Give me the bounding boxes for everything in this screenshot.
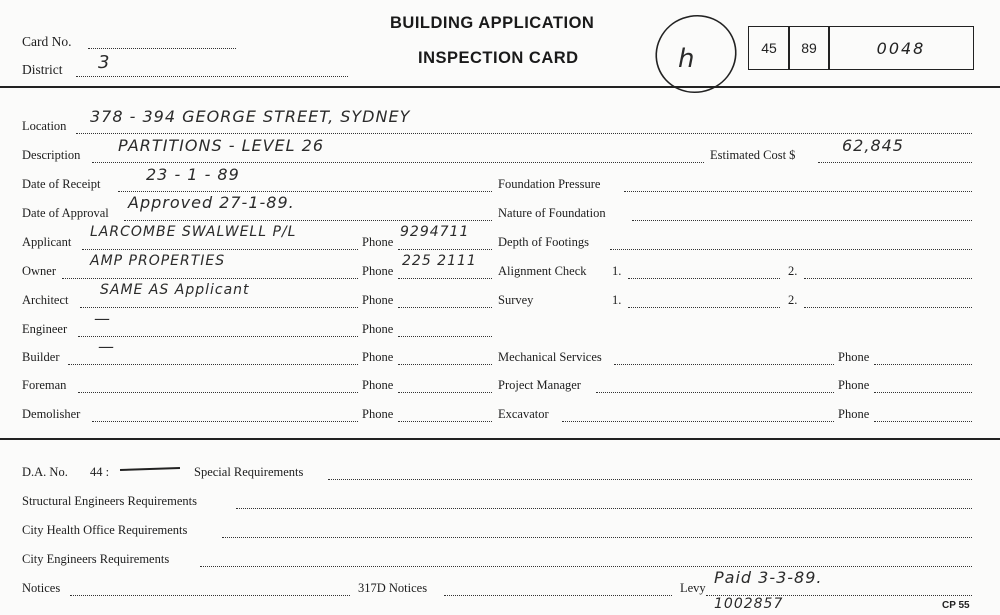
details-divider	[0, 438, 1000, 440]
location-value: 378 - 394 GEORGE STREET, SYDNEY	[90, 107, 411, 126]
health-requirements-field	[222, 523, 972, 538]
builder-value: —	[98, 337, 115, 356]
owner-value: AMP PROPERTIES	[90, 253, 226, 269]
description-label: Description	[22, 148, 81, 162]
survey-1-field	[628, 293, 780, 308]
number-box-3: 0048	[828, 26, 974, 70]
date-approval-value: Approved 27-1-89.	[128, 193, 295, 212]
date-approval-label: Date of Approval	[22, 206, 109, 220]
form-code: CP 55	[942, 600, 970, 611]
depth-footings-label: Depth of Footings	[498, 235, 589, 249]
description-value: PARTITIONS - LEVEL 26	[118, 136, 324, 155]
survey-2-field	[804, 293, 972, 308]
architect-label: Architect	[22, 293, 69, 307]
levy-value: Paid 3-3-89.	[714, 568, 823, 587]
district-value: 3	[98, 52, 111, 73]
mechanical-phone-label: Phone	[838, 350, 870, 364]
district-label: District	[22, 62, 63, 77]
demolisher-label: Demolisher	[22, 407, 81, 421]
mechanical-field	[614, 350, 834, 365]
project-manager-phone-field	[874, 378, 972, 393]
builder-phone-field	[398, 350, 492, 365]
special-requirements-label: Special Requirements	[194, 465, 304, 479]
applicant-value: LARCOMBE SWALWELL P/L	[90, 224, 297, 240]
health-requirements-label: City Health Office Requirements	[22, 523, 188, 537]
excavator-phone-field	[874, 407, 972, 422]
da-no-value: 44 :	[90, 465, 110, 479]
header-divider	[0, 86, 1000, 88]
builder-label: Builder	[22, 350, 60, 364]
notices-317d-label: 317D Notices	[358, 581, 428, 595]
notices-field	[70, 581, 350, 596]
receipt-number: 1002857	[714, 596, 784, 612]
foundation-pressure-label: Foundation Pressure	[498, 177, 601, 191]
demolisher-phone-field	[398, 407, 492, 422]
project-manager-label: Project Manager	[498, 378, 581, 392]
title-line-2: INSPECTION CARD	[418, 49, 579, 67]
district-field	[76, 62, 348, 77]
applicant-phone-label: Phone	[362, 235, 394, 249]
survey-2-label: 2.	[788, 293, 798, 307]
alignment-check-label: Alignment Check	[498, 264, 587, 278]
levy-label: Levy	[680, 581, 706, 595]
number-box-2: 89	[788, 26, 830, 70]
engineer-phone-field	[398, 322, 492, 337]
architect-phone-field	[398, 293, 492, 308]
survey-1-label: 1.	[612, 293, 622, 307]
city-engineers-requirements-field	[200, 552, 972, 567]
notices-label: Notices	[22, 581, 61, 595]
structural-requirements-field	[236, 494, 972, 509]
owner-label: Owner	[22, 264, 57, 278]
foreman-phone-label: Phone	[362, 378, 394, 392]
structural-requirements-label: Structural Engineers Requirements	[22, 494, 197, 508]
owner-phone-label: Phone	[362, 264, 394, 278]
card-no-label: Card No.	[22, 34, 72, 49]
alignment-check-2-label: 2.	[788, 264, 798, 278]
excavator-label: Excavator	[498, 407, 549, 421]
applicant-label: Applicant	[22, 235, 72, 249]
architect-phone-label: Phone	[362, 293, 394, 307]
engineer-label: Engineer	[22, 322, 68, 336]
depth-footings-field	[610, 235, 972, 250]
excavator-phone-label: Phone	[838, 407, 870, 421]
builder-phone-label: Phone	[362, 350, 394, 364]
circled-stamp-icon	[646, 6, 746, 96]
alignment-check-1-label: 1.	[612, 264, 622, 278]
estimated-cost-value: 62,845	[842, 136, 904, 155]
foundation-pressure-field	[624, 177, 972, 192]
engineer-field	[78, 322, 358, 337]
foreman-phone-field	[398, 378, 492, 393]
foreman-field	[78, 378, 358, 393]
nature-foundation-field	[632, 206, 972, 221]
alignment-check-2-field	[804, 264, 972, 279]
engineer-value: —	[94, 309, 111, 328]
number-box-1: 45	[748, 26, 790, 70]
mechanical-phone-field	[874, 350, 972, 365]
estimated-cost-label: Estimated Cost $	[710, 148, 796, 162]
nature-foundation-label: Nature of Foundation	[498, 206, 606, 220]
city-engineers-requirements-label: City Engineers Requirements	[22, 552, 170, 566]
owner-phone-value: 225 2111	[402, 253, 477, 269]
demolisher-field	[92, 407, 358, 422]
foreman-label: Foreman	[22, 378, 67, 392]
mechanical-label: Mechanical Services	[498, 350, 602, 364]
date-receipt-value: 23 - 1 - 89	[146, 165, 240, 184]
architect-value: SAME AS Applicant	[100, 282, 250, 298]
title-line-1: BUILDING APPLICATION	[390, 14, 595, 32]
notices-317d-field	[444, 581, 672, 596]
alignment-check-1-field	[628, 264, 780, 279]
date-receipt-label: Date of Receipt	[22, 177, 101, 191]
project-manager-field	[596, 378, 834, 393]
engineer-phone-label: Phone	[362, 322, 394, 336]
card-no-field	[88, 34, 236, 49]
survey-label: Survey	[498, 293, 534, 307]
demolisher-phone-label: Phone	[362, 407, 394, 421]
excavator-field	[562, 407, 834, 422]
special-requirements-field	[328, 465, 972, 480]
project-manager-phone-label: Phone	[838, 378, 870, 392]
location-label: Location	[22, 119, 67, 133]
circled-mark: h	[678, 44, 696, 74]
applicant-phone-value: 9294711	[400, 224, 470, 240]
da-no-label: D.A. No.	[22, 465, 68, 479]
da-no-strike	[120, 467, 180, 471]
